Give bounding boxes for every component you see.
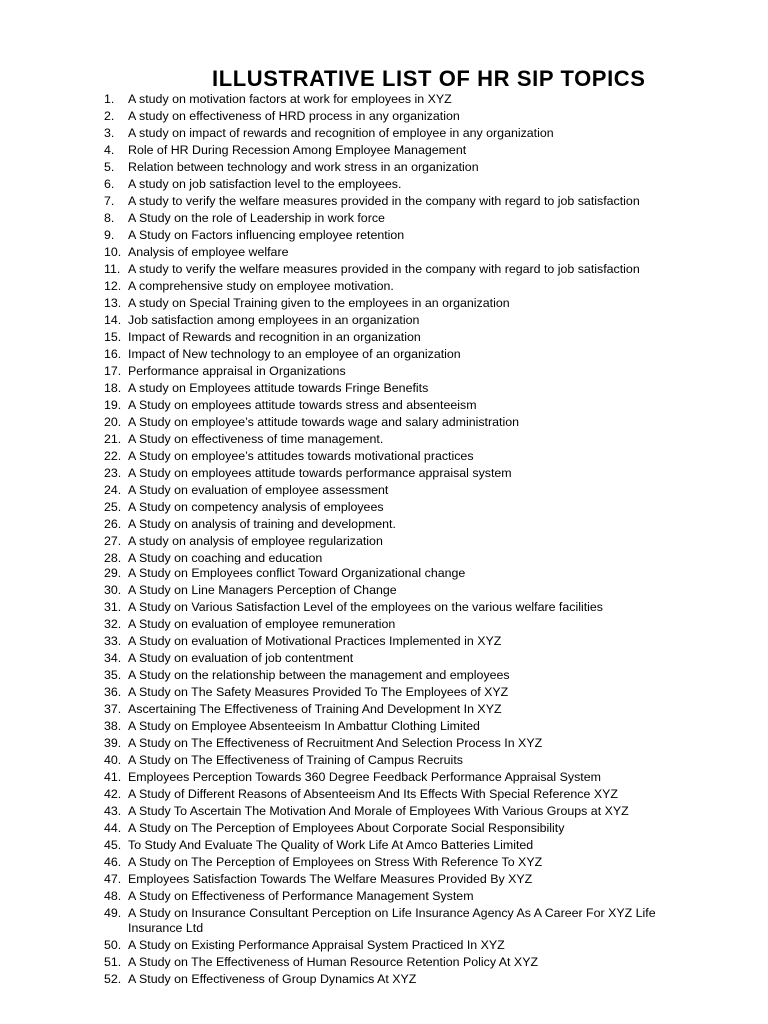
- list-item: [0, 838, 768, 855]
- list-item-number: 9.: [104, 228, 115, 242]
- list-item: [0, 228, 768, 245]
- list-item-text: A Study on The Effectiveness of Recruitment And Selection Process In XYZ: [128, 735, 543, 750]
- list-item-number: 5.: [104, 160, 115, 174]
- list-item: [0, 211, 768, 228]
- list-item: [0, 821, 768, 838]
- list-item: [0, 668, 768, 685]
- list-item-text: Role of HR During Recession Among Employee Management: [128, 143, 467, 157]
- list-item-number: 21.: [104, 432, 122, 446]
- list-item-number: 47.: [104, 871, 122, 886]
- list-item-text: A Study on Employee Absenteeism In Ambattur Clothing Limited: [128, 718, 480, 733]
- list-item-number: 37.: [104, 701, 122, 716]
- list-item-number: 24.: [104, 483, 122, 497]
- list-item-number: 45.: [104, 837, 122, 852]
- list-item-number: 28.: [104, 551, 122, 565]
- list-item: [0, 906, 768, 938]
- list-item-text: A comprehensive study on employee motivation.: [128, 279, 394, 293]
- page-title: ILLUSTRATIVE LIST OF HR SIP TOPICS: [212, 66, 646, 91]
- list-item-text: A Study on Effectiveness of Group Dynamics At XYZ: [128, 971, 417, 986]
- list-item-text: A Study on employees attitude towards stress and absenteeism: [128, 398, 477, 412]
- list-item: [0, 770, 768, 787]
- list-item-number: 34.: [104, 650, 122, 665]
- list-item-text: A Study on evaluation of employee assessment: [128, 483, 389, 497]
- list-item-number: 2.: [104, 109, 115, 123]
- list-item: [0, 583, 768, 600]
- list-item-text: Ascertaining The Effectiveness of Training And Development In XYZ: [128, 701, 502, 716]
- list-item-number: 18.: [104, 381, 122, 395]
- list-item-text: A Study on the relationship between the management and employees: [128, 667, 510, 682]
- list-item-number: 42.: [104, 786, 122, 801]
- list-item: [0, 804, 768, 821]
- list-item-text: A Study on employee’s attitude towards wage and salary administration: [128, 415, 519, 429]
- list-item-text: A Study on evaluation of job contentment: [128, 650, 354, 665]
- list-item: [0, 160, 768, 177]
- list-item-text: A study on Employees attitude towards Fringe Benefits: [128, 381, 429, 395]
- list-item-number: 1.: [104, 92, 115, 106]
- list-item: [0, 330, 768, 347]
- list-item-number: 29.: [104, 565, 122, 580]
- list-item-text: A study on analysis of employee regularization: [128, 534, 383, 548]
- list-item-number: 36.: [104, 684, 122, 699]
- list-item-number: 12.: [104, 279, 122, 293]
- list-item-text: A study on Special Training given to the employees in an organization: [128, 296, 510, 310]
- list-item-number: 41.: [104, 769, 122, 784]
- list-item: [0, 787, 768, 804]
- list-item-number: 26.: [104, 517, 122, 531]
- list-item: [0, 245, 768, 262]
- list-item-number: 38.: [104, 718, 122, 733]
- list-item-text: Impact of Rewards and recognition in an organization: [128, 330, 421, 344]
- list-item-number: 50.: [104, 937, 122, 952]
- list-item-text: A Study on Various Satisfaction Level of the employees on the various welfare facilities: [128, 599, 604, 614]
- list-item: [0, 634, 768, 651]
- list-item-text: A Study on effectiveness of time management.: [128, 432, 384, 446]
- list-item: [0, 566, 768, 583]
- list-item: [0, 938, 768, 955]
- list-item-text: A study on motivation factors at work for employees in XYZ: [128, 92, 452, 106]
- list-item-number: 27.: [104, 534, 122, 548]
- list-item-text: A Study on employee’s attitudes towards motivational practices: [128, 449, 474, 463]
- list-item-number: 7.: [104, 194, 115, 208]
- list-item-text: A Study on evaluation of employee remuneration: [128, 616, 396, 631]
- list-item-number: 35.: [104, 667, 122, 682]
- list-item: [0, 753, 768, 770]
- list-item-number: 22.: [104, 449, 122, 463]
- list-item-number: 52.: [104, 971, 122, 986]
- list-item-text: A Study on employees attitude towards performance appraisal system: [128, 466, 512, 480]
- list-item: [0, 449, 768, 466]
- list-item: [0, 955, 768, 972]
- list-item-number: 51.: [104, 954, 122, 969]
- list-item-text: To Study And Evaluate The Quality of Work Life At Amco Batteries Limited: [128, 837, 534, 852]
- list-item-text: A Study of Different Reasons of Absenteeism And Its Effects With Special Reference XYZ: [128, 786, 618, 801]
- list-item-number: 39.: [104, 735, 122, 750]
- list-item-number: 8.: [104, 211, 115, 225]
- list-item-text: A study on impact of rewards and recognition of employee in any organization: [128, 126, 554, 140]
- list-item-text: A Study on the role of Leadership in work force: [128, 211, 385, 225]
- list-item-number: 46.: [104, 854, 122, 869]
- list-item: [0, 534, 768, 551]
- list-item: [0, 398, 768, 415]
- list-item-number: 4.: [104, 143, 115, 157]
- list-item-text: A Study on evaluation of Motivational Practices Implemented in XYZ: [128, 633, 502, 648]
- list-item: [0, 347, 768, 364]
- list-item: [0, 702, 768, 719]
- list-item-number: 33.: [104, 633, 122, 648]
- list-item: [0, 972, 768, 989]
- list-item: [0, 483, 768, 500]
- list-item: [0, 466, 768, 483]
- list-item-number: 23.: [104, 466, 122, 480]
- list-item-number: 40.: [104, 752, 122, 767]
- list-item-text: A Study on Line Managers Perception of Change: [128, 582, 397, 597]
- list-item-number: 11.: [104, 262, 121, 276]
- list-item-number: 43.: [104, 803, 122, 818]
- list-item: [0, 194, 768, 211]
- list-item-text: A Study on The Perception of Employees About Corporate Social Responsibility: [128, 820, 565, 835]
- list-item-text: A Study To Ascertain The Motivation And Morale of Employees With Various Groups at XYZ: [128, 803, 629, 818]
- list-item: [0, 415, 768, 432]
- list-item-number: 3.: [104, 126, 115, 140]
- list-item-text: A Study on The Perception of Employees on Stress With Reference To XYZ: [128, 854, 543, 869]
- list-item: [0, 177, 768, 194]
- list-item: [0, 262, 768, 279]
- list-item-text: A Study on The Safety Measures Provided To The Employees of XYZ: [128, 684, 509, 699]
- list-item-number: 30.: [104, 582, 122, 597]
- list-item-number: 13.: [104, 296, 122, 310]
- list-item: [0, 551, 768, 566]
- list-item-text: A Study on The Effectiveness of Training of Campus Recruits: [128, 752, 463, 767]
- list-item: [0, 719, 768, 736]
- list-item-text: A study to verify the welfare measures provided in the company with regard to job satisfaction: [128, 194, 640, 208]
- list-item: [0, 889, 768, 906]
- list-item-number: 15.: [104, 330, 122, 344]
- list-item-number: 14.: [104, 313, 122, 327]
- list-item-text: A Study on The Effectiveness of Human Resource Retention Policy At XYZ: [128, 954, 539, 969]
- list-item-number: 10.: [104, 245, 122, 259]
- list-item-text: A Study on Factors influencing employee retention: [128, 228, 405, 242]
- list-item-text: A Study on Effectiveness of Performance Management System: [128, 888, 474, 903]
- list-item-number: 25.: [104, 500, 122, 514]
- list-item: [0, 364, 768, 381]
- list-item-text: A study on effectiveness of HRD process in any organization: [128, 109, 460, 123]
- list-item: [0, 617, 768, 634]
- list-item: [0, 381, 768, 398]
- list-item: [0, 126, 768, 143]
- list-item-text: Relation between technology and work stress in an organization: [128, 160, 479, 174]
- list-item-text: A study to verify the welfare measures provided in the company with regard to job satisfaction: [128, 262, 640, 276]
- list-item-number: 16.: [104, 347, 122, 361]
- list-item: [0, 500, 768, 517]
- topic-list: [0, 92, 768, 989]
- list-item: [0, 432, 768, 449]
- list-item-number: 44.: [104, 820, 122, 835]
- list-item: [0, 685, 768, 702]
- list-item-number: 19.: [104, 398, 122, 412]
- list-item: [0, 651, 768, 668]
- list-item: [0, 517, 768, 534]
- list-item-number: 6.: [104, 177, 115, 191]
- list-item: [0, 872, 768, 889]
- list-item-number: 49.: [104, 905, 122, 920]
- list-item-text: A Study on Employees conflict Toward Organizational change: [128, 565, 466, 580]
- list-item: [0, 143, 768, 160]
- list-item-number: 20.: [104, 415, 122, 429]
- list-item-text: Performance appraisal in Organizations: [128, 364, 346, 378]
- list-item-text: Impact of New technology to an employee of an organization: [128, 347, 461, 361]
- list-item: [0, 855, 768, 872]
- list-item: [0, 600, 768, 617]
- list-item-number: 31.: [104, 599, 122, 614]
- list-item: [0, 313, 768, 330]
- list-item: [0, 92, 768, 109]
- list-item-text: A study on job satisfaction level to the employees.: [128, 177, 402, 191]
- list-item-text: A Study on coaching and education: [128, 551, 323, 565]
- list-item-number: 48.: [104, 888, 122, 903]
- list-item-text: A Study on Existing Performance Appraisal System Practiced In XYZ: [128, 937, 505, 952]
- list-item-text: Employees Satisfaction Towards The Welfare Measures Provided By XYZ: [128, 871, 533, 886]
- list-item-text: Employees Perception Towards 360 Degree Feedback Performance Appraisal System: [128, 769, 601, 784]
- list-item: [0, 736, 768, 753]
- list-item-number: 32.: [104, 616, 122, 631]
- list-item-text: A Study on analysis of training and development.: [128, 517, 396, 531]
- list-item: [0, 109, 768, 126]
- list-item-text: Analysis of employee welfare: [128, 245, 289, 259]
- list-item-text: A Study on Insurance Consultant Perception on Life Insurance Agency As A Career For XYZ Life Insurance Ltd: [128, 905, 656, 935]
- list-item-number: 17.: [104, 364, 122, 378]
- list-item-text: Job satisfaction among employees in an organization: [128, 313, 420, 327]
- list-item: [0, 296, 768, 313]
- list-item-text: A Study on competency analysis of employees: [128, 500, 384, 514]
- list-item: [0, 279, 768, 296]
